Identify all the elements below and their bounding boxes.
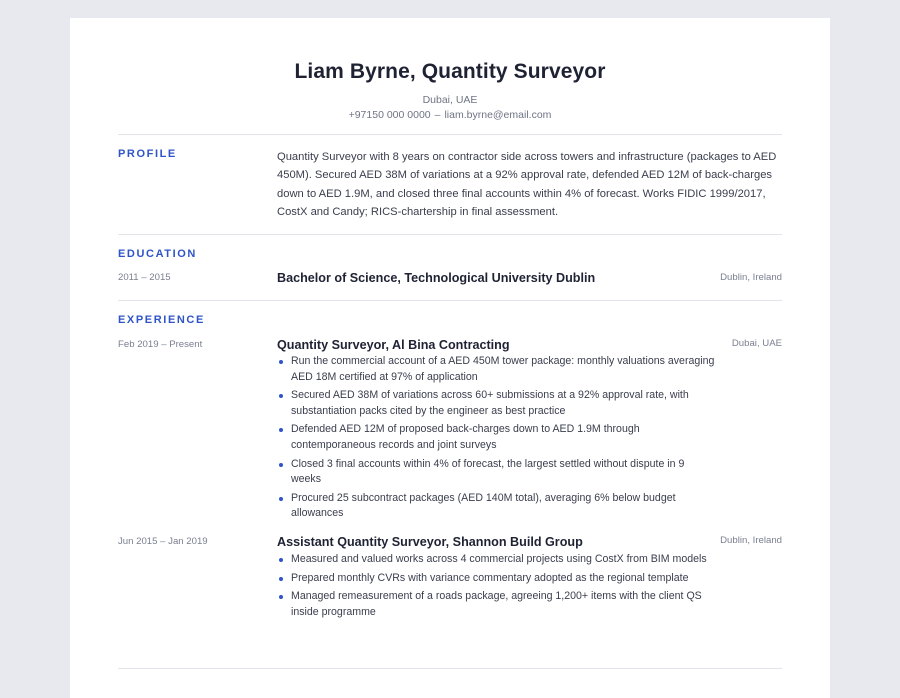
- section-divider: [118, 300, 782, 301]
- job-bullet-list: [277, 552, 717, 623]
- education-dates: 2011 – 2015: [118, 272, 171, 283]
- profile-summary: Quantity Surveyor with 8 years on contractor side across towers and infrastructure (packages to AED 450M). Secured AED 38M of variations at a 92% approval rate, defended AED 12M of back-charges down to AED 1.9M, and closed three final accounts within 4% of forecast. Works FIDIC 1999/2017, CostX and Candy; RICS-chartership in final assessment.: [277, 151, 777, 218]
- job-role: Assistant Quantity Surveyor, Shannon Build Group: [277, 535, 583, 549]
- job-bullet: Managed remeasurement of a roads package, agreeing 1,200+ items with the client QS inside programme: [277, 589, 717, 620]
- education-section-title: EDUCATION: [118, 248, 197, 260]
- resume-name: Liam Byrne, Quantity Surveyor: [294, 60, 606, 83]
- job-bullet: Secured AED 38M of variations across 60+ submissions at a 92% approval rate, with substantiation packs cited by the engineer as best practice: [277, 388, 717, 419]
- job-bullet: Run the commercial account of a AED 450M tower package: monthly valuations averaging AED 18M certified at 97% of application: [277, 354, 717, 385]
- contact-line: [118, 109, 782, 121]
- education-location: Dublin, Ireland: [720, 272, 782, 283]
- job-bullet: Prepared monthly CVRs with variance commentary adopted as the regional template: [277, 571, 717, 587]
- job-bullet: Defended AED 12M of proposed back-charges down to AED 1.9M through contemporaneous records and joint surveys: [277, 422, 717, 453]
- profile-section-title: PROFILE: [118, 148, 177, 160]
- job-dates: Feb 2019 – Present: [118, 339, 203, 350]
- job-bullet-list: [277, 354, 717, 525]
- phone-text: +97150 000 0000: [348, 109, 431, 121]
- job-role: Quantity Surveyor, Al Bina Contracting: [277, 338, 510, 352]
- experience-section-title: EXPERIENCE: [118, 314, 205, 326]
- job-bullet: Measured and valued works across 4 commercial projects using CostX from BIM models: [277, 552, 717, 568]
- location-text: Dubai, UAE: [422, 94, 478, 106]
- job-bullet: Procured 25 subcontract packages (AED 140M total), averaging 6% below budget allowances: [277, 491, 717, 522]
- resume-page: [70, 18, 830, 698]
- section-divider: [118, 134, 782, 135]
- email-text: liam.byrne@email.com: [444, 109, 552, 121]
- section-divider: [118, 234, 782, 235]
- job-location: Dubai, UAE: [731, 338, 782, 349]
- job-bullet: Closed 3 final accounts within 4% of forecast, the largest settled without dispute in 9 weeks: [277, 457, 717, 488]
- job-dates: Jun 2015 – Jan 2019: [118, 536, 208, 547]
- section-divider: [118, 668, 782, 669]
- education-degree: Bachelor of Science, Technological University Dublin: [277, 271, 596, 285]
- contact-separator: –: [434, 109, 441, 121]
- job-location: Dublin, Ireland: [720, 535, 782, 546]
